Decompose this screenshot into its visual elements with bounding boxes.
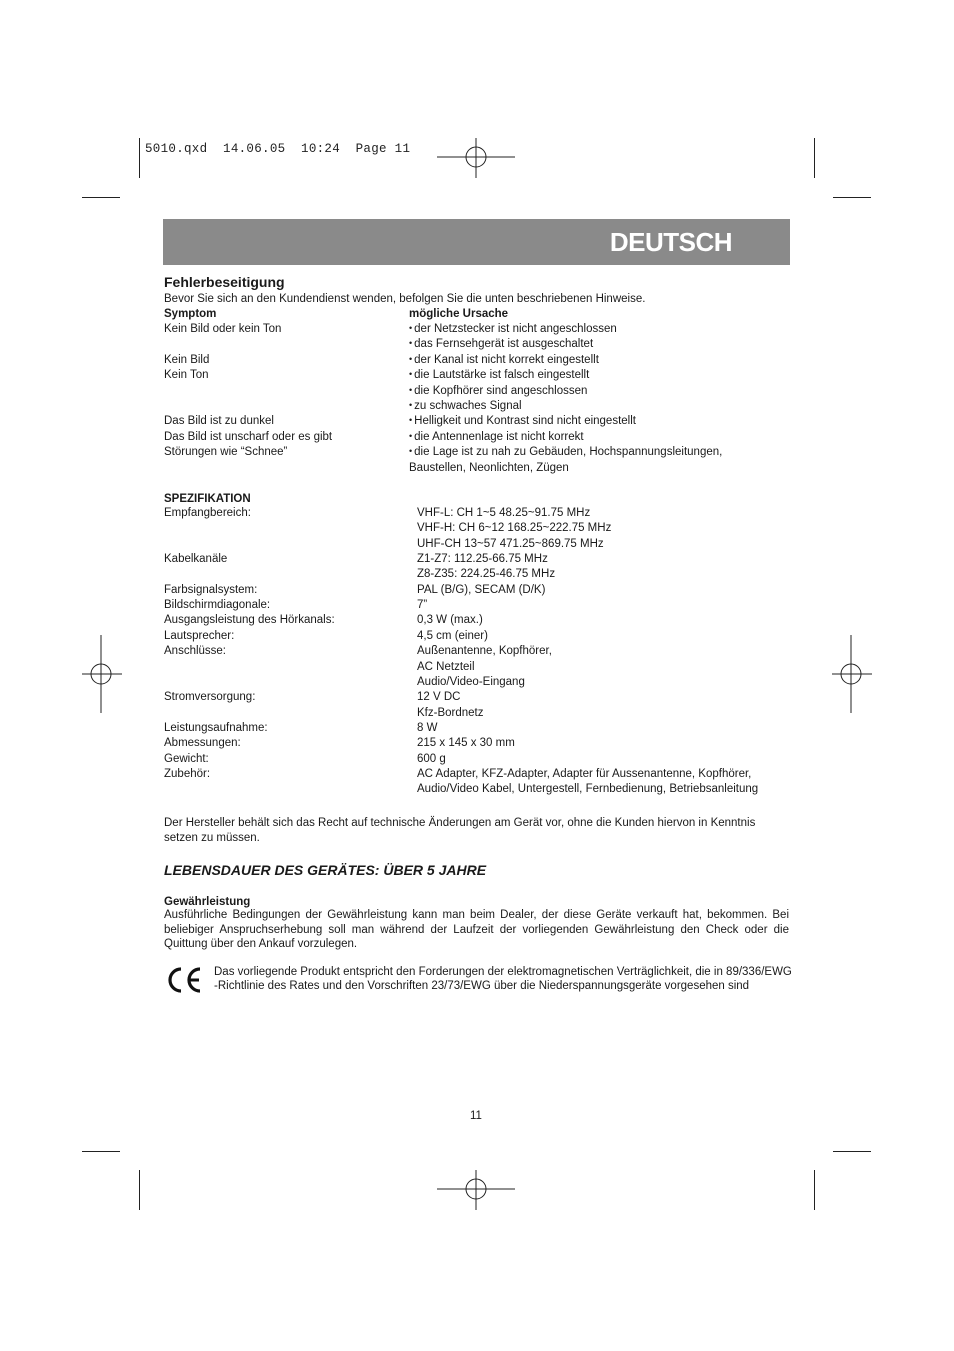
cause-cell: • das Fernsehgerät ist ausgeschaltet bbox=[409, 338, 593, 350]
spec-value: 7” bbox=[417, 599, 428, 612]
crop-mark bbox=[814, 1170, 815, 1210]
lifetime-heading: LEBENSDAUER DES GERÄTES: ÜBER 5 JAHRE bbox=[164, 862, 487, 878]
spec-label: Zubehör: bbox=[164, 767, 211, 780]
ce-mark-icon bbox=[165, 966, 203, 994]
cause-cell: • zu schwaches Signal bbox=[409, 400, 522, 412]
spec-label: Kabelkanäle bbox=[164, 553, 228, 566]
cause-cell: • die Lautstärke ist falsch eingestellt bbox=[409, 369, 589, 381]
cause-cell: • Helligkeit und Kontrast sind nicht eingestellt bbox=[409, 415, 636, 427]
spec-value: Außenantenne, Kopfhörer, bbox=[417, 645, 552, 658]
cause-cell: Baustellen, Neonlichten, Zügen bbox=[409, 461, 569, 474]
registration-mark-icon bbox=[437, 138, 515, 178]
cause-cell: • die Lage ist zu nah zu Gebäuden, Hochspannungsleitungen, bbox=[409, 446, 722, 458]
spec-value: 0,3 W (max.) bbox=[417, 614, 483, 627]
warranty-heading: Gewährleistung bbox=[164, 896, 251, 908]
spec-value: 215 x 145 x 30 mm bbox=[417, 737, 515, 750]
spec-value: Audio/Video Kabel, Untergestell, Fernbedienung, Betriebsanleitung bbox=[417, 783, 759, 796]
cause-column-header: mögliche Ursache bbox=[409, 308, 509, 320]
crop-mark bbox=[82, 197, 120, 198]
spec-value: VHF-H: CH 6~12 168.25~222.75 MHz bbox=[417, 522, 612, 535]
crop-mark bbox=[814, 138, 815, 178]
cause-cell: • die Kopfhörer sind angeschlossen bbox=[409, 385, 587, 397]
symptom-column-header: Symptom bbox=[164, 308, 217, 320]
banner-title: DEUTSCH bbox=[609, 227, 732, 257]
spec-value: Z1-Z7: 112.25-66.75 MHz bbox=[417, 553, 548, 566]
manufacturer-notice: Der Hersteller behält sich das Recht auf technische Änderungen am Gerät vor, ohne die Kunden hiervon in Kenntnis setzen zu müssen. bbox=[164, 817, 756, 844]
spec-label: Abmessungen: bbox=[164, 737, 241, 750]
spec-value: Kfz-Bordnetz bbox=[417, 706, 484, 719]
spec-value: 600 g bbox=[417, 752, 446, 765]
spec-value: UHF-CH 13~57 471.25~869.75 MHz bbox=[417, 537, 604, 550]
crop-mark bbox=[82, 1151, 120, 1152]
symptom-cell: Kein Ton bbox=[164, 369, 209, 382]
symptom-cell: Das Bild ist unscharf oder es gibt bbox=[164, 430, 333, 443]
symptom-cell: Kein Bild bbox=[164, 353, 210, 366]
troubleshooting-heading: Fehlerbeseitigung bbox=[164, 274, 285, 290]
spec-label: Anschlüsse: bbox=[164, 645, 227, 658]
spec-value: 12 V DC bbox=[417, 691, 461, 704]
cause-cell: • der Netzstecker ist nicht angeschlossen bbox=[409, 323, 617, 335]
symptom-cell: Störungen wie “Schnee” bbox=[164, 446, 288, 459]
crop-mark bbox=[139, 138, 140, 178]
ce-statement-line-1: Das vorliegende Produkt entspricht den Forderungen der elektromagnetischen Verträglichkeit, die in 89/336/EWG bbox=[214, 966, 792, 978]
spec-value: Audio/Video-Eingang bbox=[417, 675, 525, 688]
cause-cell: • der Kanal ist nicht korrekt eingestellt bbox=[409, 354, 599, 366]
spec-value: AC Adapter, KFZ-Adapter, Adapter für Aussenantenne, Kopfhörer, bbox=[417, 767, 752, 780]
spec-label: Lautsprecher: bbox=[164, 629, 235, 642]
crop-mark bbox=[833, 1151, 871, 1152]
language-banner bbox=[163, 219, 790, 265]
spec-label: Stromversorgung: bbox=[164, 691, 256, 704]
spec-label: Gewicht: bbox=[164, 752, 209, 765]
registration-mark-icon bbox=[82, 635, 122, 713]
spec-label: Ausgangsleistung des Hörkanals: bbox=[164, 614, 335, 627]
troubleshooting-intro: Bevor Sie sich an den Kundendienst wenden, befolgen Sie die unten beschriebenen Hinweise. bbox=[164, 293, 646, 305]
crop-mark bbox=[833, 197, 871, 198]
spec-heading: SPEZIFIKATION bbox=[164, 493, 251, 505]
spec-value: Z8-Z35: 224.25-46.75 MHz bbox=[417, 568, 556, 581]
registration-mark-icon bbox=[437, 1170, 515, 1210]
ce-statement-line-2: -Richtlinie des Rates und den Vorschriften 23/73/EWG über die Niederspannungsgeräte vorgesehen sind bbox=[214, 980, 750, 992]
print-slug: 5010.qxd 14.06.05 10:24 Page 11 bbox=[145, 142, 411, 156]
spec-label: Farbsignalsystem: bbox=[164, 583, 258, 596]
spec-label: Leistungsaufnahme: bbox=[164, 721, 268, 734]
spec-value: VHF-L: CH 1~5 48.25~91.75 MHz bbox=[417, 507, 591, 519]
page-number: 11 bbox=[470, 1110, 482, 1122]
spec-value: 8 W bbox=[417, 721, 438, 734]
spec-value: AC Netzteil bbox=[417, 660, 475, 673]
crop-mark bbox=[139, 1170, 140, 1210]
cause-cell: • die Antennenlage ist nicht korrekt bbox=[409, 431, 584, 443]
spec-label: Empfangbereich: bbox=[164, 507, 251, 519]
symptom-cell: Kein Bild oder kein Ton bbox=[164, 323, 282, 335]
warranty-text: Ausführliche Bedingungen der Gewährleistung kann man beim Dealer, der diese Geräte verkauft hat, bekommen. Bei beliebiger Anspruchserhebung soll man während der Laufzeit der vorliegenden Gewährleistung den Check oder die Quittung über den Ankauf vorzulegen. bbox=[164, 909, 789, 951]
spec-label: Bildschirmdiagonale: bbox=[164, 599, 271, 612]
registration-mark-icon bbox=[832, 635, 872, 713]
spec-value: 4,5 cm (einer) bbox=[417, 629, 488, 642]
symptom-cell: Das Bild ist zu dunkel bbox=[164, 415, 274, 428]
spec-value: PAL (B/G), SECAM (D/K) bbox=[417, 583, 546, 596]
